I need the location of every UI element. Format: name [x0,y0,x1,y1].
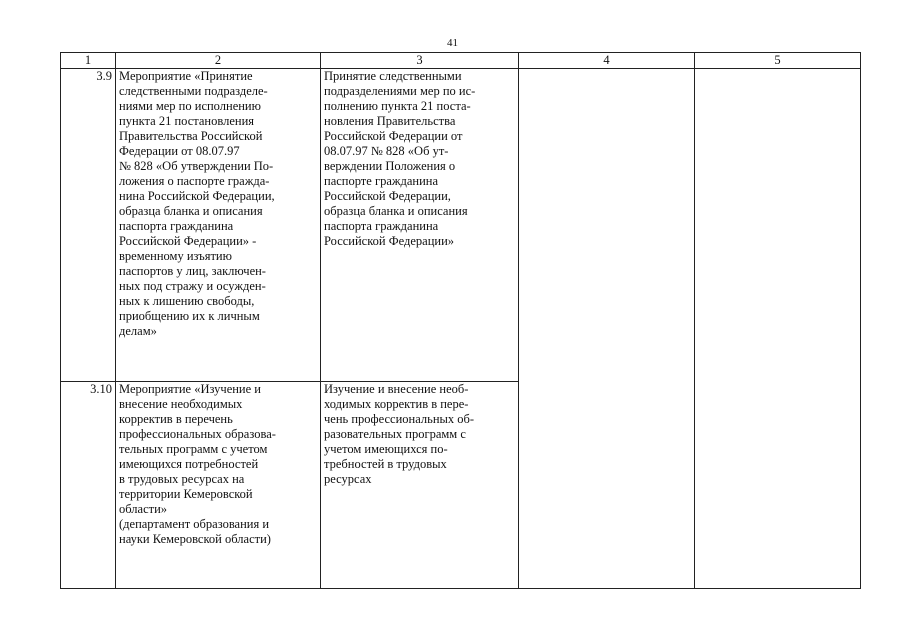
page-number: 41 [447,37,458,49]
activity-cell: Мероприятие «Изучение и внесение необходимых корректив в перечень профессиональных образова- тельных программ с учетом имеющихся потребностей в трудовых ресурсах на территории Кемеровской области» (департамент образования и науки Кемеровской области) [116,382,321,589]
column-header-5: 5 [695,53,861,69]
column-header-3: 3 [321,53,519,69]
activity-cell: Мероприятие «Принятие следственными подразделе- ниями мер по исполнению пункта 21 постановления Правительства Российской Федерации от 08.07.97 № 828 «Об утверждении По- ложения о паспорте гражда- нина Российской Федерации, образца бланка и описания паспорта гражданина Российской Федерации» - временному изъятию паспортов у лиц, заключен- ных под стражу и осужден- ных к лишению свободы, приобщению их к личным делам» [116,69,321,382]
row-number: 3.9 [61,69,116,382]
empty-cell-col4 [519,69,695,589]
column-header-2: 2 [116,53,321,69]
document-table [60,52,861,589]
table-header-row [61,53,861,69]
column-header-1: 1 [61,53,116,69]
table-row [61,69,861,382]
row-number: 3.10 [61,382,116,589]
column-header-4: 4 [519,53,695,69]
empty-cell-col5 [695,69,861,589]
result-cell: Изучение и внесение необ- ходимых корректив в пере- чень профессиональных об- разовательных программ с учетом имеющихся по- требностей в трудовых ресурсах [321,382,519,589]
result-cell: Принятие следственными подразделениями мер по ис- полнению пункта 21 поста- новления Правительства Российской Федерации от 08.07.97 № 828 «Об ут- верждении Положения о паспорте гражданина Российской Федерации, образца бланка и описания паспорта гражданина Российской Федерации» [321,69,519,382]
